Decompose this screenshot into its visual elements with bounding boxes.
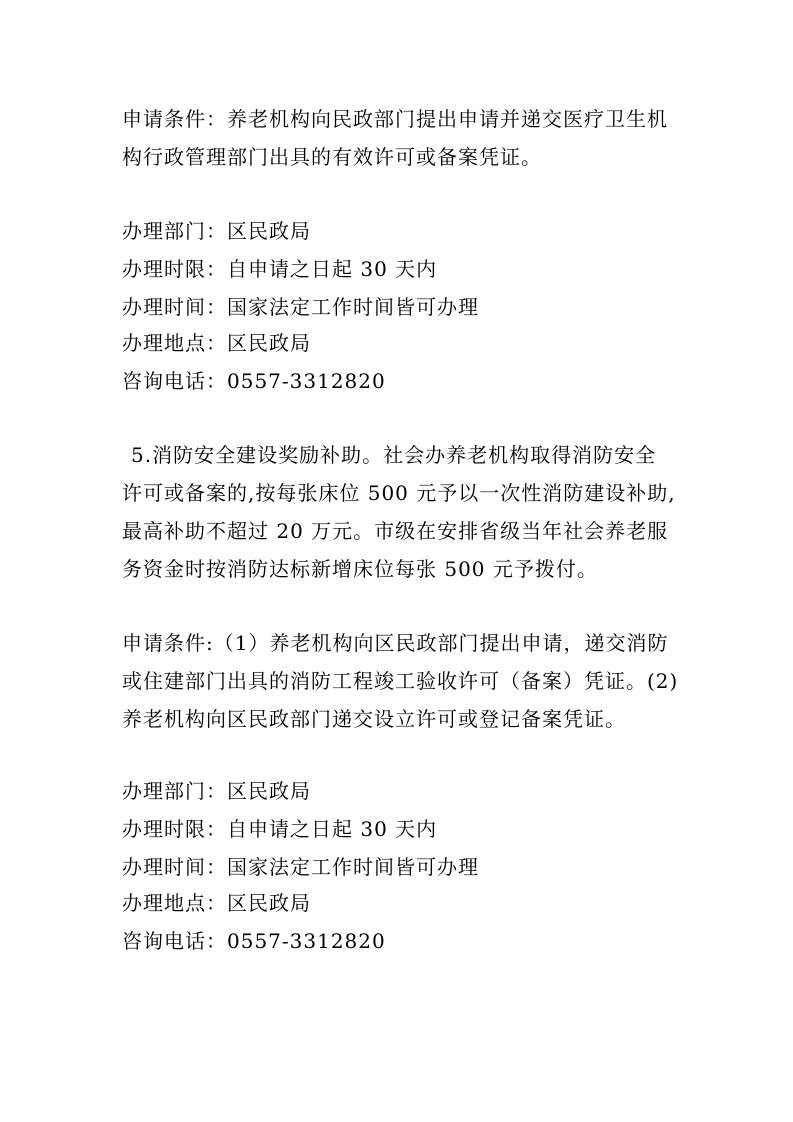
- prev-detail-phone: 咨询电话：0557-3312820: [122, 369, 386, 393]
- section5-detail-phone: 咨询电话：0557-3312820: [122, 929, 386, 953]
- prev-conditions-line-1: 申请条件：养老机构向民政部门提出申请并递交医疗卫生机: [122, 107, 668, 131]
- section5-conditions-line-3: 养老机构向区民政部门递交设立许可或登记备案凭证。: [122, 707, 626, 731]
- prev-detail-time-limit: 办理时限：自申请之日起 30 天内: [122, 257, 438, 281]
- section5-conditions-line-2: 或住建部门出具的消防工程竣工验收许可（备案）凭证。(2): [122, 669, 679, 693]
- section5-body-line-3: 最高补助不超过 20 万元。市级在安排省级当年社会养老服: [122, 519, 669, 543]
- prev-detail-location: 办理地点：区民政局: [122, 331, 311, 355]
- prev-detail-office-hours: 办理时间：国家法定工作时间皆可办理: [122, 295, 479, 319]
- prev-detail-department: 办理部门：区民政局: [122, 219, 311, 243]
- section5-body-line-1: 5.消防安全建设奖励补助。社会办养老机构取得消防安全: [131, 443, 657, 467]
- prev-conditions-line-2: 构行政管理部门出具的有效许可或备案凭证。: [122, 145, 542, 169]
- section5-body-line-4: 务资金时按消防达标新增床位每张 500 元予拨付。: [122, 557, 598, 581]
- section5-body-line-2: 许可或备案的,按每张床位 500 元予以一次性消防建设补助,: [122, 481, 676, 505]
- section5-detail-time-limit: 办理时限：自申请之日起 30 天内: [122, 817, 438, 841]
- section5-detail-office-hours: 办理时间：国家法定工作时间皆可办理: [122, 855, 479, 879]
- section5-detail-location: 办理地点：区民政局: [122, 891, 311, 915]
- section5-detail-department: 办理部门：区民政局: [122, 779, 311, 803]
- section5-conditions-line-1: 申请条件:（1）养老机构向区民政部门提出申请，递交消防: [122, 631, 669, 655]
